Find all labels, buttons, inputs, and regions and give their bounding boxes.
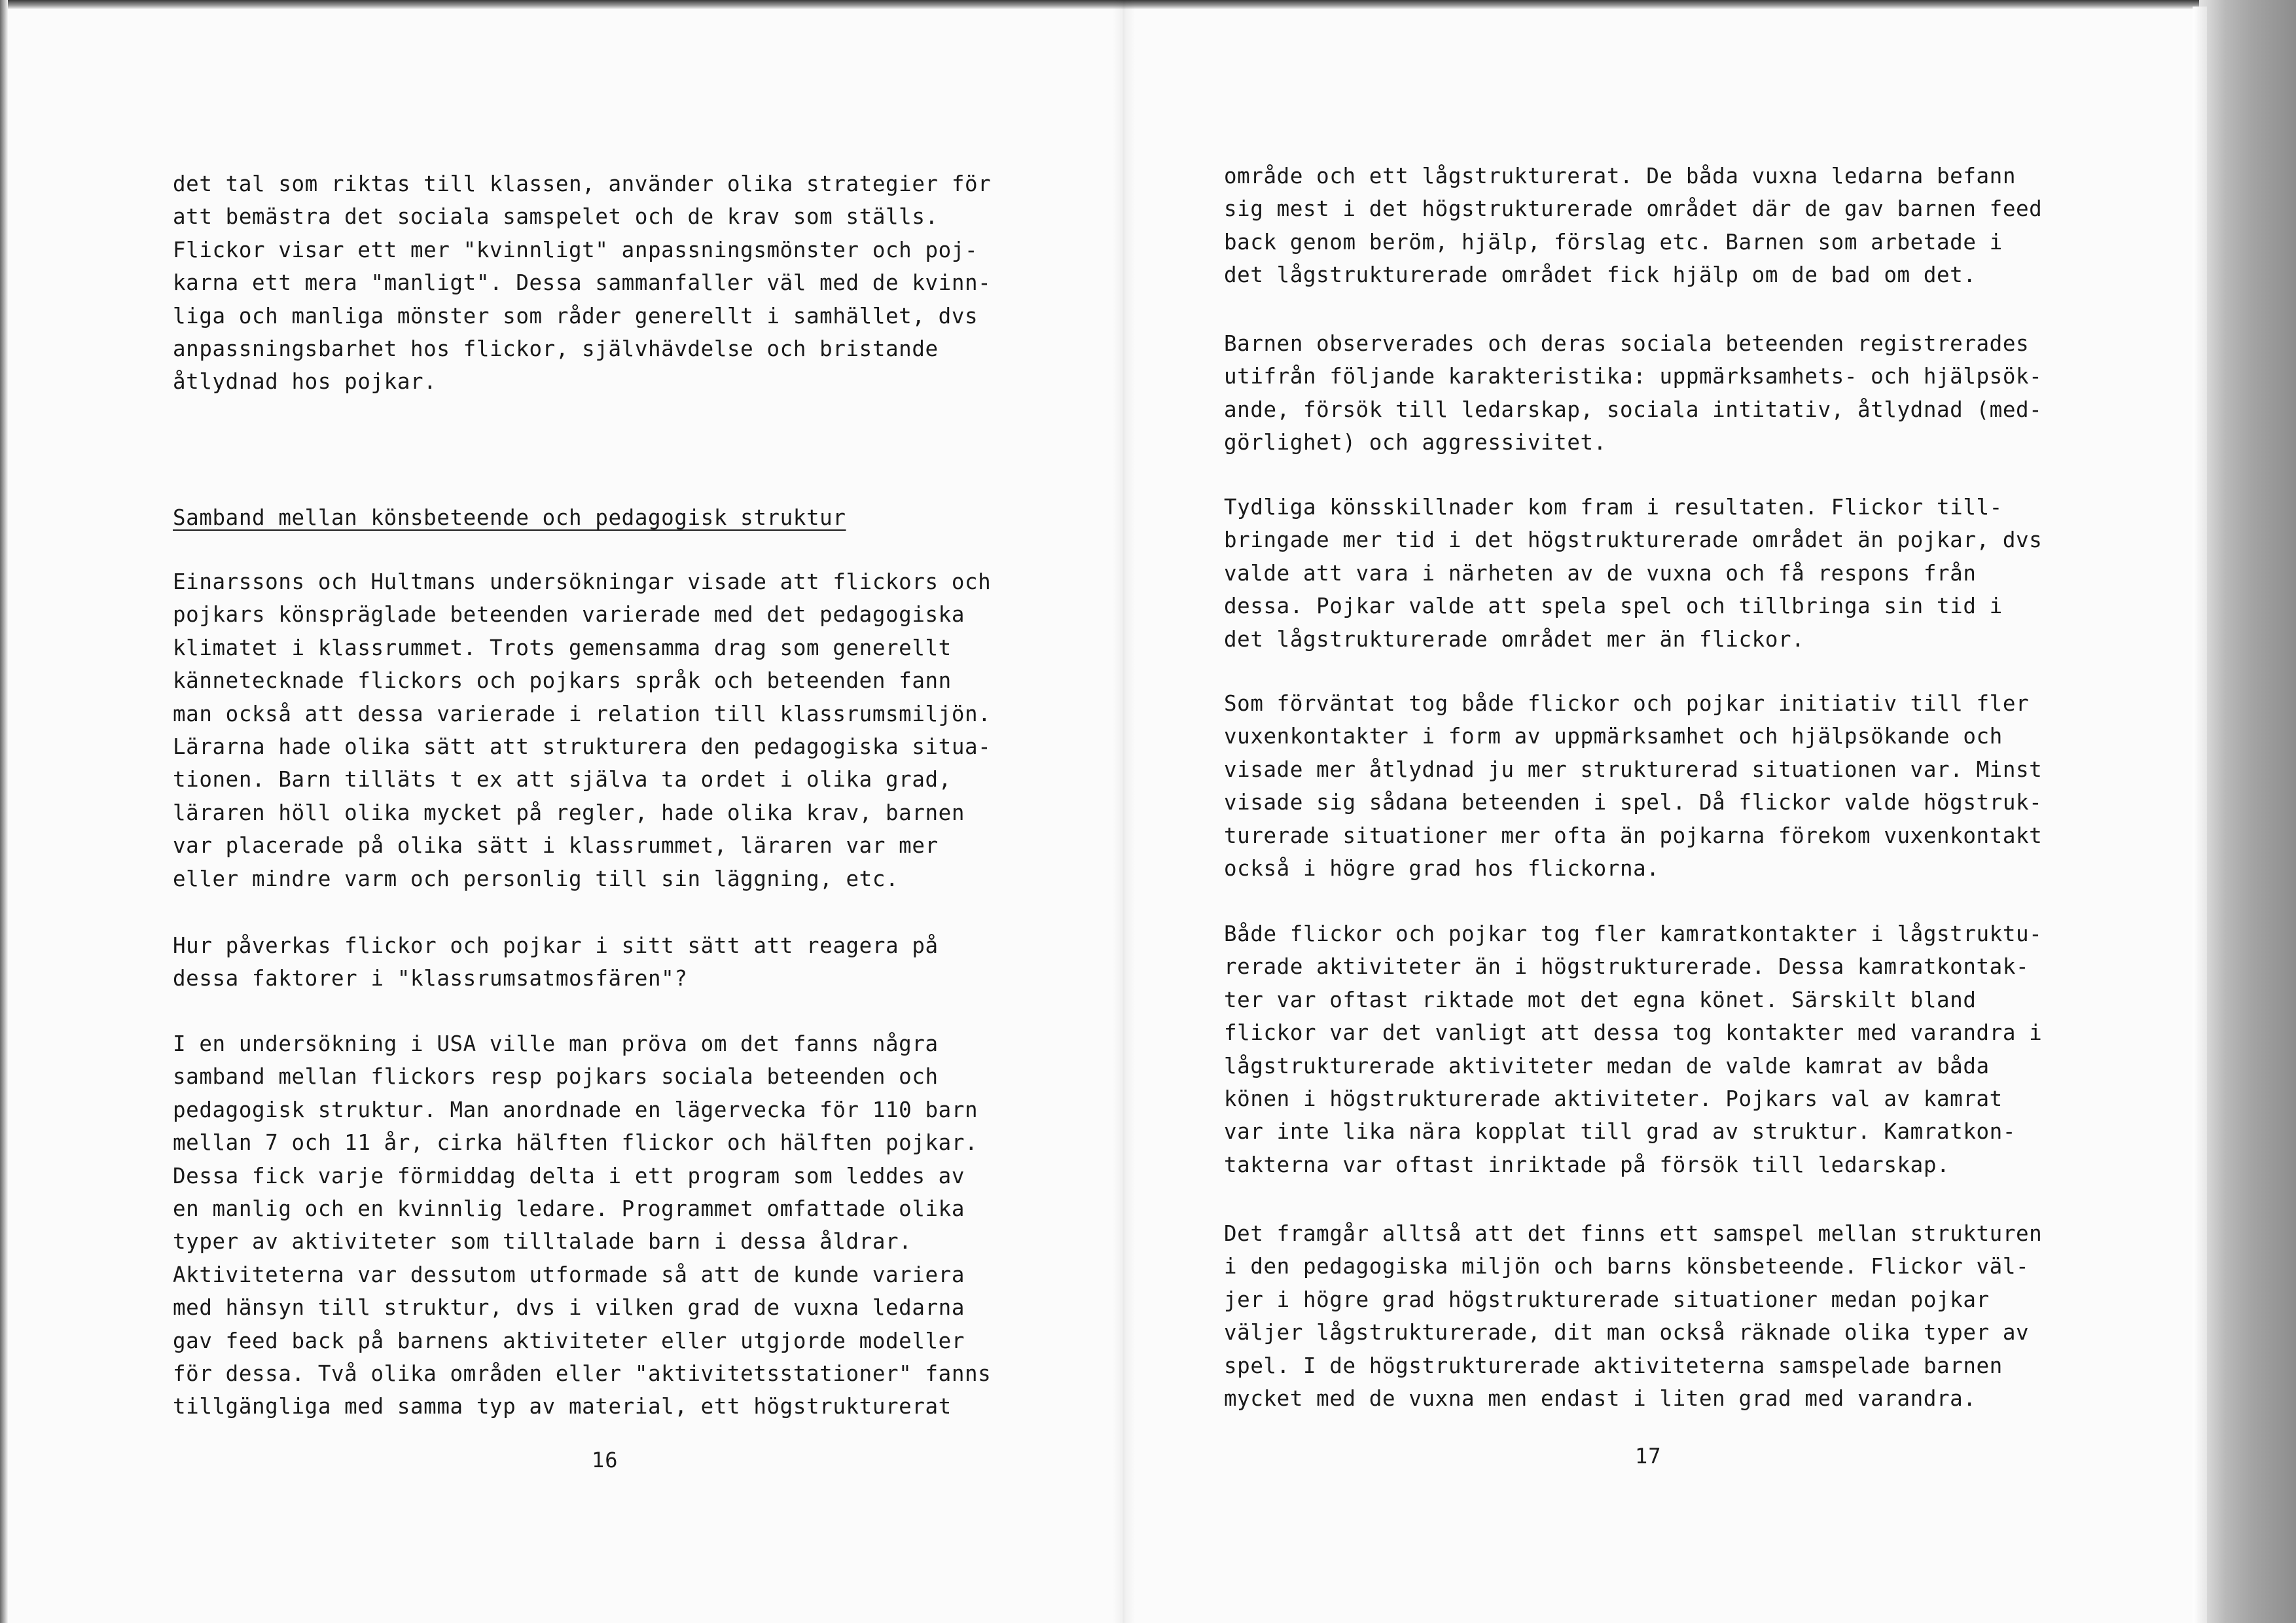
text-line: eller mindre varm och personlig till sin läggning, etc. [173, 866, 899, 891]
text-line: flickor var det vanligt att dessa tog kontakter med varandra i [1224, 1020, 2043, 1046]
text-line: könen i högstrukturerade aktiviteter. Pojkars val av kamrat [1224, 1086, 2003, 1111]
left-paragraph-2 [173, 565, 991, 895]
text-line: jer i högre grad högstrukturerade situationer medan pojkar [1224, 1287, 1990, 1312]
text-line: back genom beröm, hjälp, förslag etc. Barnen som arbetade i [1224, 229, 2003, 255]
text-line: lågstrukturerade aktiviteter medan de valde kamrat av båda [1224, 1053, 1990, 1079]
text-line: spel. I de högstrukturerade aktiviteterna samspelade barnen [1224, 1353, 2003, 1378]
text-line: visade sig sådana beteenden i spel. Då flickor valde högstruk- [1224, 790, 2043, 815]
text-line: också i högre grad hos flickorna. [1224, 855, 1660, 881]
text-line: dessa faktorer i "klassrumsatmosfären"? [173, 966, 688, 991]
text-line: bringade mer tid i det högstrukturerade området än pojkar, dvs [1224, 527, 2043, 553]
text-line: klimatet i klassrummet. Trots gemensamma drag som generellt [173, 635, 952, 660]
left-paragraph-1 [173, 168, 991, 399]
text-line: man också att dessa varierade i relation till klassrumsmiljön. [173, 701, 992, 726]
text-line: med hänsyn till struktur, dvs i vilken grad de vuxna ledarna [173, 1295, 965, 1321]
text-line: tionen. Barn tilläts t ex att själva ta ordet i olika grad, [173, 767, 952, 793]
text-line: Som förväntat tog både flickor och pojkar initiativ till fler [1224, 691, 2030, 716]
text-line: I en undersökning i USA ville man pröva om det fanns några [173, 1031, 939, 1056]
text-line: läraren höll olika mycket på regler, hade olika krav, barnen [173, 800, 965, 825]
text-line: kännetecknade flickors och pojkars språk och beteenden fann [173, 668, 952, 694]
text-line: väljer lågstrukturerade, dit man också räknade olika typer av [1224, 1320, 2030, 1346]
scan-top-edge [0, 0, 2296, 9]
text-line: område och ett lågstrukturerat. De båda vuxna ledarna befann [1224, 164, 2016, 188]
section-heading: Samband mellan könsbeteende och pedagogisk struktur [173, 505, 846, 530]
text-line: Både flickor och pojkar tog fler kamratkontakter i lågstruktu- [1224, 921, 2043, 946]
text-line: anpassningsbarhet hos flickor, självhävdelse och bristande [173, 336, 939, 361]
text-line: i den pedagogiska miljön och barns könsbeteende. Flickor väl- [1224, 1254, 2030, 1279]
text-line: åtlydnad hos pojkar. [173, 369, 437, 395]
page-number: 17 [1635, 1444, 1662, 1469]
text-line: utifrån följande karakteristika: uppmärksamhets- och hjälpsök- [1224, 364, 2043, 389]
text-line: mellan 7 och 11 år, cirka hälften flickor och hälften pojkar. [173, 1130, 978, 1156]
text-line: Flickor visar ett mer "kvinnligt" anpassningsmönster och poj- [173, 237, 978, 262]
text-line: görlighet) och aggressivitet. [1224, 430, 1607, 455]
text-line: Aktiviteterna var dessutom utformade så att de kunde variera [173, 1262, 965, 1287]
text-line: vuxenkontakter i form av uppmärksamhet och hjälpsökande och [1224, 724, 2003, 749]
text-line: Tydliga könsskillnader kom fram i resultaten. Flickor till- [1224, 495, 2003, 520]
text-line: gav feed back på barnens aktiviteter eller utgjorde modeller [173, 1328, 965, 1353]
text-line: visade mer åtlydnad ju mer strukturerad situationen var. Minst [1224, 757, 2043, 782]
text-line: karna ett mera "manligt". Dessa sammanfaller väl med de kvinn- [173, 270, 992, 296]
text-line: takterna var oftast inriktade på försök till ledarskap. [1224, 1152, 1950, 1177]
text-line: det lågstrukturerade området fick hjälp om de bad om det. [1224, 262, 1977, 288]
scan-right-border [2199, 0, 2296, 1623]
text-line: för dessa. Två olika områden eller "aktivitetsstationer" fanns [173, 1361, 992, 1386]
left-paragraph-4 [173, 1027, 991, 1423]
text-line: Det framgår alltså att det finns ett samspel mellan strukturen [1224, 1221, 2043, 1246]
text-line: turerade situationer mer ofta än pojkarna förekom vuxenkontakt [1224, 823, 2043, 848]
text-line: pedagogisk struktur. Man anordnade en lägervecka för 110 barn [173, 1097, 978, 1122]
text-line: mycket med de vuxna men endast i liten grad med varandra. [1224, 1385, 1977, 1411]
left-paragraph-3 [173, 929, 939, 995]
right-paragraph-1 [1224, 160, 2042, 292]
text-line: det tal som riktas till klassen, använder olika strategier för [173, 171, 992, 196]
text-line: en manlig och en kvinnlig ledare. Programmet omfattade olika [173, 1196, 965, 1221]
right-paragraph-5 [1224, 918, 2042, 1181]
right-paragraph-6 [1224, 1217, 2042, 1415]
text-line: typer av aktiviteter som tilltalade barn i dessa åldrar. [173, 1229, 912, 1255]
text-line: var inte lika nära kopplat till grad av struktur. Kamratkon- [1224, 1119, 2016, 1145]
text-line: Hur påverkas flickor och pojkar i sitt sätt att reagera på [173, 933, 939, 958]
text-line: var placerade på olika sätt i klassrummet, läraren var mer [173, 833, 939, 859]
text-line: ande, försök till ledarskap, sociala intitativ, åtlydnad (med- [1224, 397, 2043, 422]
text-line: tillgängliga med samma typ av material, ett högstrukturerat [173, 1394, 952, 1419]
scan-left-edge [0, 0, 8, 1623]
text-line: Einarssons och Hultmans undersökningar visade att flickors och [173, 569, 992, 594]
text-line: Barnen observerades och deras sociala beteenden registrerades [1224, 331, 2030, 356]
text-line: dessa. Pojkar valde att spela spel och tillbringa sin tid i [1224, 594, 2003, 619]
text-line: ter var oftast riktade mot det egna könet. Särskilt bland [1224, 987, 1977, 1012]
right-paragraph-2 [1224, 327, 2042, 459]
text-line: Dessa fick varje förmiddag delta i ett program som leddes av [173, 1163, 965, 1188]
text-line: Lärarna hade olika sätt att strukturera den pedagogiska situa- [173, 734, 992, 759]
page-edge [2193, 7, 2207, 1623]
text-line: valde att vara i närheten av de vuxna och få respons från [1224, 560, 1977, 586]
text-line: rerade aktiviteter än i högstrukturerade. Dessa kamratkontak- [1224, 954, 2030, 980]
text-line: det lågstrukturerade området mer än flickor. [1224, 626, 1805, 652]
text-line: sig mest i det högstrukturerade området där de gav barnen feed [1224, 196, 2043, 222]
text-line: samband mellan flickors resp pojkars sociala beteenden och [173, 1064, 939, 1090]
right-paragraph-4 [1224, 687, 2042, 885]
book-gutter [1113, 0, 1135, 1623]
right-paragraph-3 [1224, 491, 2042, 656]
text-line: att bemästra det sociala samspelet och de krav som ställs. [173, 204, 939, 230]
page-number: 16 [592, 1448, 619, 1472]
text-line: liga och manliga mönster som råder generellt i samhället, dvs [173, 303, 978, 329]
text-line: pojkars könspräglade beteenden varierade med det pedagogiska [173, 602, 965, 628]
